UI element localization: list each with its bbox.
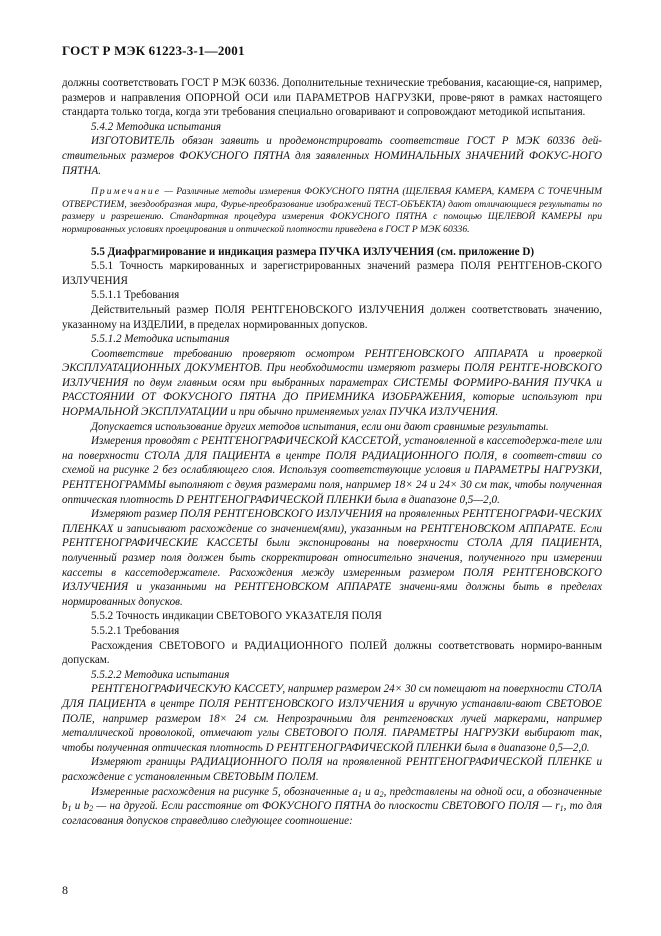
document-header: ГОСТ Р МЭК 61223-3-1—2001 — [62, 43, 245, 58]
paragraph: Действительный размер ПОЛЯ РЕНТГЕНОВСКОГО ИЗЛУЧЕНИЯ должен соответствовать значению, указанному на ИЗДЕЛИИ, в пределах нормированных допусков. — [62, 303, 602, 331]
paragraph: Измеряют границы РАДИАЦИОННОГО ПОЛЯ на проявленной РЕНТГЕНОГРАФИЧЕСКОЙ ПЛЕНКЕ и расхождение с установленным СВЕТОВЫМ ПОЛЕМ. — [62, 756, 602, 783]
subsection-heading: 5.5.2 Точность индикации СВЕТОВОГО УКАЗАТЕЛЯ ПОЛЯ — [91, 610, 382, 623]
subscript: 1 — [357, 789, 362, 799]
subsection-heading: 5.5.1 Точность маркированных и зарегистрированных значений размера ПОЛЯ РЕНТГЕНОВ-СКОГО ИЗЛУЧЕНИЯ — [62, 260, 602, 287]
subsection-heading: 5.5.1.2 Методика испытания — [91, 333, 230, 346]
subscript: 1 — [559, 804, 564, 814]
symbol-b1 — [62, 800, 72, 812]
paragraph: должны соответствовать ГОСТ Р МЭК 60336. Дополнительные технические требования, касающие-ся, например, размеров и направления ОПОРНОЙ ОСИ или ПАРАМЕТРОВ НАГРУЗКИ, прове-ряют в рамках настоящего стандарта только тогда, когда эти требования специально оговаривают и сопровождают методикой испытания. — [62, 77, 602, 119]
symbol-letter: b — [83, 800, 90, 813]
symbol-b2 — [84, 800, 94, 812]
paragraph: РЕНТГЕНОГРАФИЧЕСКУЮ КАССЕТУ, например размером 24× 30 см помещают на поверхности СТОЛА ДЛЯ ПАЦИЕНТА в центре ПОЛЯ РЕНТГЕНОВСКОГО ИЗЛУЧЕНИЯ и вручную устанавли-вают СВЕТОВОЕ ПОЛЕ, например размером 18× 24 см. Непрозрачными для рентгеновских лучей маркерами, например металлической проволокой, отмечают углы СВЕТОВОГО ПОЛЯ. ПАРАМЕТРЫ НАГРУЗКИ выбирают так, чтобы полученная оптическая плотность D РЕНТГЕНОГРАФИЧЕСКОЙ ПЛЕНКИ была в диапазоне 0,5—2,0. — [62, 683, 602, 754]
text-run: и — [71, 800, 84, 813]
paragraph: Расхождения СВЕТОВОГО и РАДИАЦИОННОГО ПОЛЕЙ должны соответствовать нормиро-ванным допускам. — [62, 639, 602, 667]
text-run: Измеренные расхождения на рисунке 5, обозначенные — [91, 785, 353, 798]
section-heading: 5.5 Диафрагмирование и индикация размера ПУЧКА ИЗЛУЧЕНИЯ (см. приложение D) — [91, 245, 535, 258]
subsection-heading: 5.4.2 Методика испытания — [91, 120, 222, 133]
symbol-letter: b — [62, 800, 68, 813]
text-run: , представлены на одной оси, а обозначенные — [383, 785, 602, 798]
paragraph: Измерения проводят с РЕНТГЕНОГРАФИЧЕСКОЙ КАССЕТОЙ, установленной в кассетодержа-теле или на поверхности СТОЛА ДЛЯ ПАЦИЕНТА в центре ПОЛЯ РАДИАЦИОННОГО ПОЛЯ, в соответ-ствии со схемой на рисунке 2 без ослабляющего слоя. Используя соответствующие условия и ПАРАМЕТРЫ НАГРУЗКИ, РЕНТГЕНОГРАММЫ выполняют с двумя размерами поля, например 18× 24 и 24× 30 см так, чтобы полученная оптическая плотность D РЕНТГЕНОГРАФИЧЕСКОЙ ПЛЕНКИ была в диапазоне 0,5—2,0. — [62, 435, 602, 506]
subscript: 1 — [67, 804, 72, 814]
symbol-r1 — [555, 800, 563, 812]
note-text: — Различные методы измерения ФОКУСНОГО ПЯТНА (ЩЕЛЕВАЯ КАМЕРА, КАМЕРА С ТОЧЕЧНЫМ ОТВЕРСТИЕМ, звездообразная мира, Фурье-преобразование изображений ТЕСТ-ОБЪЕКТА) дают отличающиеся результаты по размеру и разрешению. Стандартная процедура измерения ФОКУСНОГО ПЯТНА с помощью ЩЕЛЕВОЙ КАМЕРЫ при нормированных условиях проецирования и оптической плотности приведена в ГОСТ Р МЭК 60336. — [62, 186, 602, 235]
text-run: — на другой. Если расстояние от ФОКУСНОГО ПЯТНА до плоскости СВЕТОВОГО ПОЛЯ — — [93, 800, 556, 813]
note-label: Примечание — [91, 186, 161, 198]
subscript: 2 — [379, 789, 384, 799]
symbol-letter: a — [352, 785, 358, 798]
note — [62, 186, 602, 236]
text-run: и — [361, 785, 375, 798]
subscript: 2 — [89, 804, 94, 814]
symbol-letter: r — [555, 800, 560, 813]
paragraph — [62, 785, 602, 829]
symbol-letter: a — [374, 785, 380, 798]
page-number: 8 — [62, 883, 68, 897]
subsection-heading: 5.5.2.1 Требования — [91, 624, 180, 637]
symbol-a2 — [374, 786, 384, 798]
subsection-heading: 5.5.1.1 Требования — [91, 289, 180, 302]
paragraph: ИЗГОТОВИТЕЛЬ обязан заявить и продемонстрировать соответствие ГОСТ Р МЭК 60336 дей-ствительных размеров ФОКУСНОГО ПЯТНА для заявленных НОМИНАЛЬНЫХ ЗНАЧЕНИЙ ФОКУС-НОГО ПЯТНА. — [62, 135, 602, 177]
paragraph: Измеряют размер ПОЛЯ РЕНТГЕНОВСКОГО ИЗЛУЧЕНИЯ на проявленных РЕНТГЕНОГРАФИ-ЧЕСКИХ ПЛЕНКАХ и записывают расхождение со значением(ями), указанным на РЕНТГЕНОВСКОМ АППАРАТЕ. Если РЕНТГЕНОГРАФИЧЕСКИЕ КАССЕТЫ были экспонированы на поверхности СТОЛА ДЛЯ ПАЦИЕНТА, полученный размер поля должен быть скорректирован относительно значения, полученного при измерении кассеты в кассетодержателе. Расхождения между измеренным размером ПОЛЯ РЕНТГЕНОВСКОГО ИЗЛУЧЕНИЯ и указанными на РЕНТГЕНОВСКОМ АППАРАТЕ значени-ями должны быть в пределах нормированных допусков. — [62, 508, 602, 608]
text-run: , то для согласования допусков справедливо следующее соотношение: — [62, 800, 602, 827]
symbol-a1 — [352, 786, 362, 798]
paragraph: Допускается использование других методов испытания, если они дают сравнимые результаты. — [91, 420, 549, 433]
paragraph: Соответствие требованию проверяют осмотром РЕНТГЕНОВСКОГО АППАРАТА и проверкой ЭКСПЛУАТАЦИОННЫХ ДОКУМЕНТОВ. При необходимости измеряют размеры ПОЛЯ РЕНТГЕ-НОВСКОГО ИЗЛУЧЕНИЯ по двум главным осям при выбранных параметрах СИСТЕМЫ ФОРМИРО-ВАНИЯ ПУЧКА и РАССТОЯНИИ ОТ ФОКУСНОГО ПЯТНА ДО ПРИЕМНИКА ИЗОБРАЖЕНИЯ, которые используют при НОРМАЛЬНОЙ ЭКСПЛУАТАЦИИ и при обычно применяемых углах ПУЧКА ИЗЛУЧЕНИЯ. — [62, 347, 602, 419]
document-body — [62, 76, 602, 828]
subsection-heading: 5.5.2.2 Методика испытания — [91, 668, 230, 681]
